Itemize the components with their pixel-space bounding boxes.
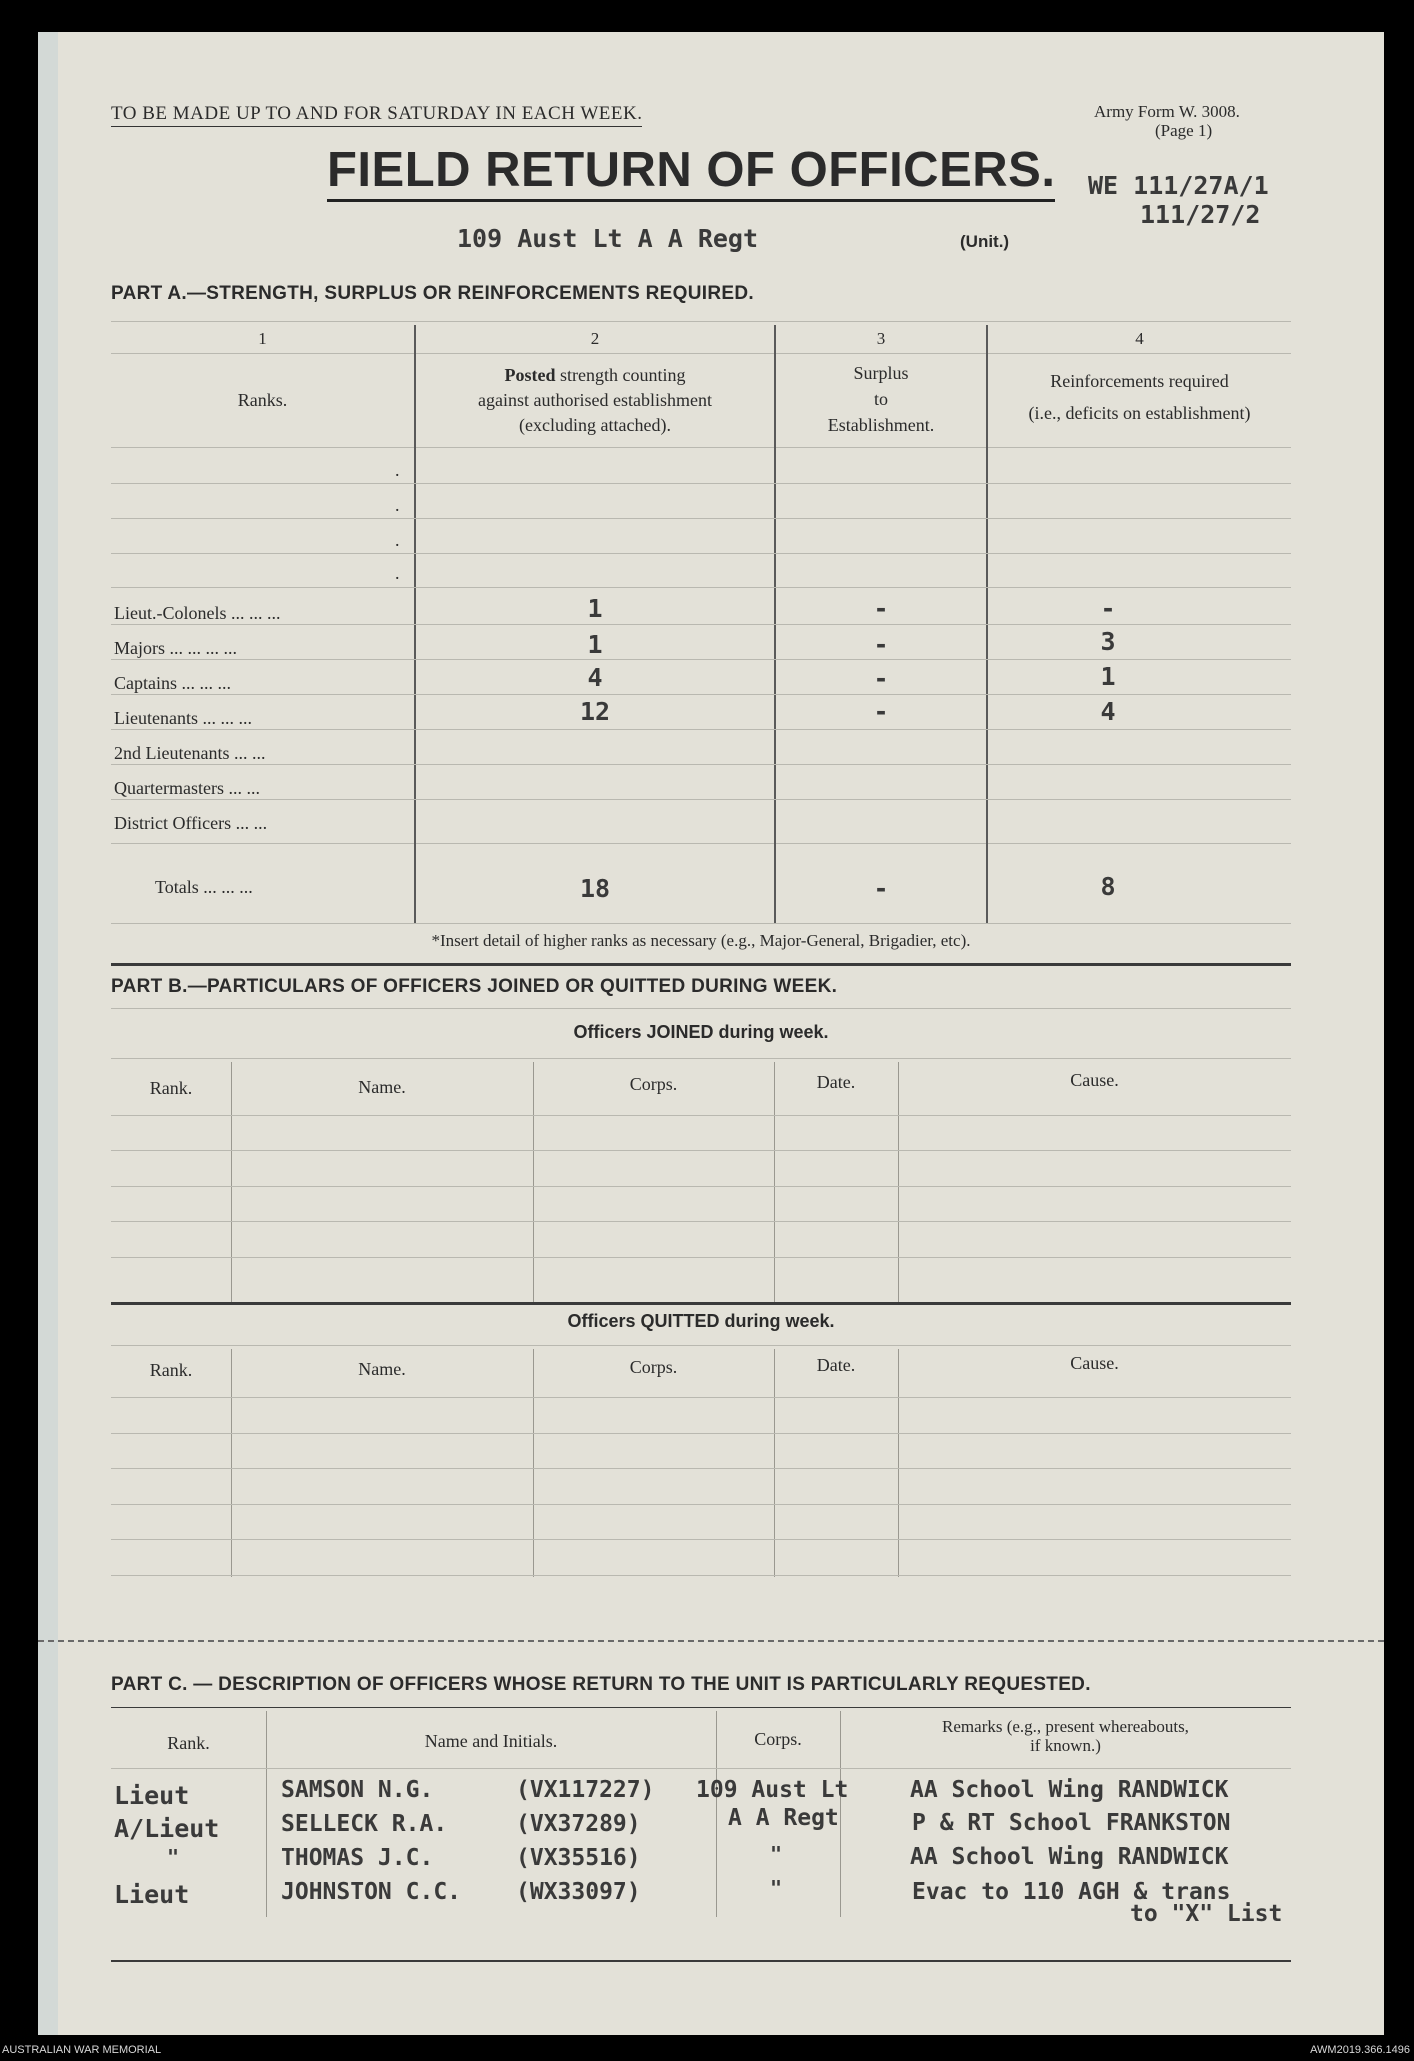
officer-corps: 109 Aust Lt	[696, 1777, 849, 1803]
rule	[111, 1707, 1291, 1708]
surplus-value: -	[873, 697, 889, 726]
part-c-col-rank: Rank.	[167, 1733, 210, 1753]
blank-rank-dot: .	[395, 530, 400, 550]
rule	[111, 1058, 1291, 1059]
rule	[111, 447, 1291, 448]
rule	[111, 353, 1291, 354]
blank-rank-dot: .	[395, 460, 400, 480]
col-divider	[231, 1349, 232, 1577]
posted-value: 4	[587, 663, 603, 692]
part-c-col-corps: Corps.	[754, 1729, 802, 1749]
rule	[111, 1433, 1291, 1434]
officer-name: SAMSON N.G.	[281, 1777, 434, 1803]
officer-number: (VX117227)	[516, 1777, 655, 1803]
posted-value: 1	[587, 630, 603, 659]
rule	[111, 729, 1291, 730]
rule	[111, 1008, 1291, 1009]
rank-row-label: Majors ... ... ... ...	[114, 638, 237, 658]
officer-corps: "	[770, 1876, 783, 1900]
section-rule	[111, 963, 1291, 966]
col-surplus-header-2: to	[873, 389, 888, 409]
officer-name: THOMAS J.C.	[281, 1845, 434, 1871]
officer-rank: Lieut	[114, 1781, 190, 1810]
reinforcements-value: 3	[1100, 627, 1116, 656]
rule	[111, 1539, 1291, 1540]
col-number-1: 1	[258, 329, 267, 348]
officer-corps: A A Regt	[728, 1805, 839, 1831]
rank-row-label: District Officers ... ...	[114, 813, 268, 833]
joined-col-rank: Rank.	[149, 1078, 193, 1098]
rule	[111, 587, 1291, 588]
rule	[111, 1504, 1291, 1505]
rule	[111, 659, 1291, 660]
part-c-col-remarks-1: Remarks (e.g., present whereabouts,	[942, 1717, 1189, 1736]
totals-posted: 18	[579, 874, 611, 903]
perforation-line	[38, 1640, 1384, 1642]
col-divider	[898, 1062, 899, 1302]
officer-rank: Lieut	[114, 1880, 190, 1909]
blank-rank-dot: .	[395, 495, 400, 515]
officer-remarks: AA School Wing RANDWICK	[910, 1777, 1229, 1803]
quitted-col-rank: Rank.	[149, 1360, 193, 1380]
part-c-col-remarks-2: if known.)	[1030, 1736, 1101, 1755]
officer-number: (VX37289)	[516, 1811, 641, 1837]
col-divider	[533, 1349, 534, 1577]
quitted-col-corps: Corps.	[629, 1357, 678, 1377]
footer-left: AUSTRALIAN WAR MEMORIAL	[2, 2044, 162, 2056]
col-posted-header-3: (excluding attached).	[519, 415, 671, 435]
quitted-col-cause: Cause.	[1070, 1353, 1119, 1373]
we-reference-2: 111/27/2	[1140, 200, 1261, 229]
joined-col-cause: Cause.	[1070, 1070, 1119, 1090]
col-number-3: 3	[876, 329, 886, 348]
col-number-4: 4	[1135, 329, 1144, 348]
reinforcements-value: 4	[1100, 697, 1116, 726]
rule	[111, 624, 1291, 625]
col-divider	[533, 1062, 534, 1302]
form-number: Army Form W. 3008.	[1094, 102, 1240, 121]
col-reinf-header-1: Reinforcements required	[1050, 371, 1229, 391]
col-reinf-header-2: (i.e., deficits on establishment)	[1028, 403, 1251, 423]
rule	[111, 923, 1291, 924]
rank-row-label: Lieut.-Colonels ... ... ...	[114, 603, 281, 623]
officer-number: (WX33097)	[516, 1879, 641, 1905]
rule	[111, 518, 1291, 519]
rule	[111, 1575, 1291, 1576]
col-posted-header-1	[416, 365, 774, 386]
posted-value: 12	[579, 697, 611, 726]
rule	[111, 1468, 1291, 1469]
reinforcements-value: -	[1100, 594, 1116, 623]
we-reference-1: WE 111/27A/1	[1088, 171, 1269, 200]
quitted-col-name: Name.	[358, 1359, 406, 1379]
col-divider	[774, 1349, 775, 1577]
rank-row-label: Captains ... ... ...	[114, 673, 231, 693]
rank-row-label: Lieutenants ... ... ...	[114, 708, 252, 728]
rule	[111, 553, 1291, 554]
joined-col-date: Date.	[816, 1072, 856, 1092]
quitted-title: Officers QUITTED during week.	[567, 1311, 835, 1331]
rule	[111, 1150, 1291, 1151]
paper-edge	[38, 32, 58, 2035]
surplus-value: -	[873, 594, 889, 623]
joined-col-name: Name.	[358, 1077, 406, 1097]
page-number: (Page 1)	[1155, 121, 1213, 140]
instruction-text: TO BE MADE UP TO AND FOR SATURDAY IN EACH WEEK.	[111, 103, 642, 127]
part-a-footnote: *Insert detail of higher ranks as necessary (e.g., Major-General, Brigadier, etc).	[431, 931, 971, 950]
officer-name: JOHNSTON C.C.	[281, 1879, 462, 1905]
part-c-col-name: Name and Initials.	[424, 1731, 558, 1751]
form-title: FIELD RETURN OF OFFICERS.	[327, 141, 1055, 202]
officer-rank: A/Lieut	[114, 1814, 220, 1843]
joined-title: Officers JOINED during week.	[573, 1022, 829, 1042]
posted-value: 1	[587, 594, 603, 623]
rule	[111, 1768, 1291, 1769]
col-divider	[774, 1062, 775, 1302]
officer-remarks: Evac to 110 AGH & trans	[912, 1879, 1231, 1905]
rule	[111, 694, 1291, 695]
surplus-value: -	[873, 630, 889, 659]
rank-row-label: 2nd Lieutenants ... ...	[114, 743, 266, 763]
blank-rank-dot: .	[395, 563, 400, 583]
col-surplus-header-1: Surplus	[853, 363, 909, 383]
officer-name: SELLECK R.A.	[281, 1811, 448, 1837]
rule	[111, 1257, 1291, 1258]
totals-surplus: -	[873, 874, 889, 903]
surplus-value: -	[873, 664, 889, 693]
officer-remarks: AA School Wing RANDWICK	[910, 1844, 1229, 1870]
joined-col-corps: Corps.	[629, 1074, 678, 1094]
col-posted-bold: Posted	[504, 365, 556, 385]
rule	[111, 1221, 1291, 1222]
col-number-2: 2	[590, 329, 600, 348]
officer-remarks-continuation: to "X" List	[1130, 1901, 1283, 1927]
col-divider	[231, 1062, 232, 1302]
rule	[111, 1345, 1291, 1346]
section-rule	[111, 1302, 1291, 1305]
rule	[111, 1186, 1291, 1187]
rule	[111, 764, 1291, 765]
part-b-heading: PART B.—PARTICULARS OF OFFICERS JOINED OR QUITTED DURING WEEK.	[111, 976, 838, 997]
col-surplus-header-3: Establishment.	[827, 415, 935, 435]
rule	[111, 1397, 1291, 1398]
rule	[111, 843, 1291, 844]
unit-label: (Unit.)	[960, 232, 1010, 251]
unit-value: 109 Aust Lt A A Regt	[457, 224, 759, 253]
col-divider	[898, 1349, 899, 1577]
totals-label: Totals ... ... ...	[155, 877, 253, 897]
col-posted-header-2: against authorised establishment	[478, 390, 712, 410]
totals-reinforcements: 8	[1100, 872, 1116, 901]
rank-row-label: Quartermasters ... ...	[114, 778, 260, 798]
col-ranks-header: Ranks.	[237, 390, 288, 410]
part-c-heading: PART C. — DESCRIPTION OF OFFICERS WHOSE RETURN TO THE UNIT IS PARTICULARLY REQUESTED.	[111, 1674, 1091, 1695]
reinforcements-value: 1	[1100, 662, 1116, 691]
part-a-heading: PART A.—STRENGTH, SURPLUS OR REINFORCEMENTS REQUIRED.	[111, 283, 754, 304]
rule	[111, 321, 1291, 322]
officer-number: (VX35516)	[516, 1845, 641, 1871]
quitted-col-date: Date.	[816, 1355, 856, 1375]
rule	[111, 483, 1291, 484]
footer-right: AWM2019.366.1496	[1310, 2044, 1410, 2056]
section-rule	[111, 1960, 1291, 1962]
rule	[111, 799, 1291, 800]
col-posted-rest: strength counting	[555, 365, 686, 385]
officer-corps: "	[770, 1842, 783, 1866]
rule	[111, 1115, 1291, 1116]
officer-remarks: P & RT School FRANKSTON	[912, 1810, 1231, 1836]
officer-rank: "	[167, 1845, 180, 1869]
